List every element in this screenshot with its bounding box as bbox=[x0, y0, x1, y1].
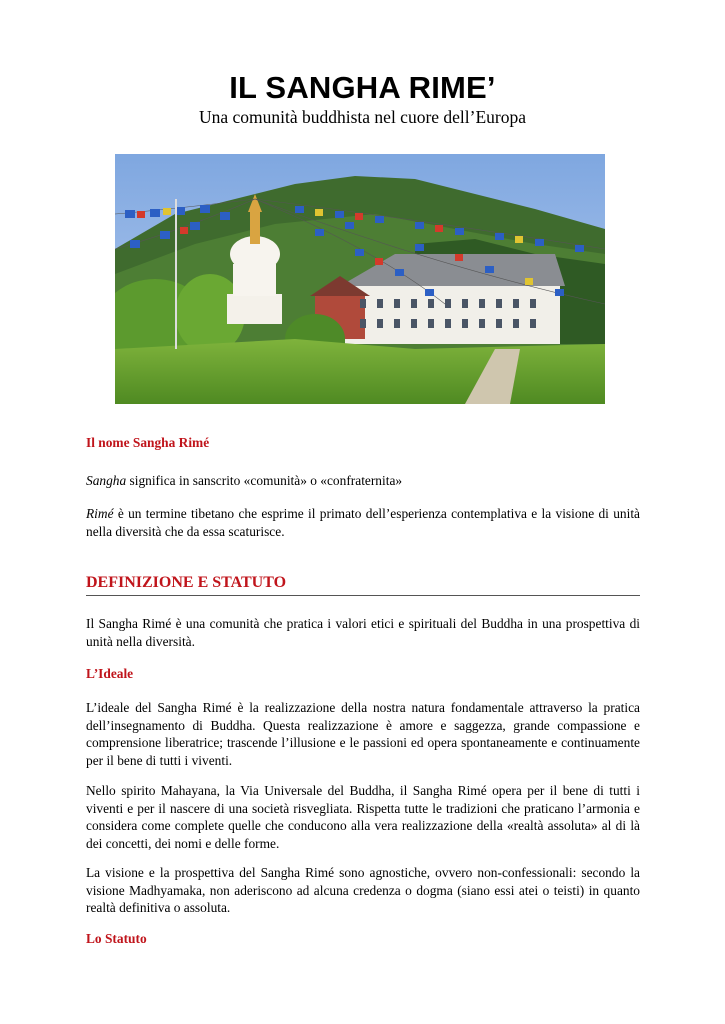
page-subtitle: Una comunità buddhista nel cuore dell’Europa bbox=[198, 107, 527, 127]
paragraph-definizione: Il Sangha Rimé è una comunità che pratica i valori etici e spirituali del Buddha in una prospettiva di unità nella diversità. bbox=[86, 616, 640, 649]
paragraph-ideale-2: Nello spirito Mahayana, la Via Universale del Buddha, il Sangha Rimé opera per il bene di tutti i viventi e per il nascere di una società risvegliata. Rispetta tutte le tradizioni che praticano l’armonia e considera come complete quelle che conducono alla vera realizzazione della «realtà assoluta» al di là dei concetti, dei nomi e delle forme. bbox=[86, 783, 640, 851]
term-sangha: Sangha bbox=[86, 473, 127, 488]
paragraph-ideale-3: La visione e la prospettiva del Sangha Rimé sono agnostiche, ovvero non-confessionali: secondo la visione Madhyamaka, non aderiscono ad alcuna credenza o dogma (siano essi atei o teisti) in quanto realtà definitiva o assoluta. bbox=[86, 865, 640, 915]
paragraph-rime bbox=[86, 505, 640, 540]
term-rime: Rimé bbox=[86, 506, 114, 521]
page-title: IL SANGHA RIME’ bbox=[229, 70, 496, 105]
section-heading-ideale: L’Ideale bbox=[86, 666, 134, 681]
section-heading-statuto: Lo Statuto bbox=[86, 931, 147, 946]
section-heading-nome: Il nome Sangha Rimé bbox=[86, 435, 210, 450]
section-heading-definizione: DEFINIZIONE E STATUTO bbox=[86, 574, 640, 596]
paragraph-sangha-text: significa in sanscrito «comunità» o «confraternita» bbox=[126, 473, 403, 488]
paragraph-rime-text: è un termine tibetano che esprime il primato dell’esperienza contemplativa e la visione di unità nella diversità che da essa scaturisce. bbox=[86, 506, 640, 539]
monastery-photo-illustration bbox=[115, 154, 605, 404]
paragraph-sangha bbox=[86, 472, 640, 490]
paragraph-ideale-1: L’ideale del Sangha Rimé è la realizzazione della nostra natura fondamentale attraverso la pratica dell’insegnamento di Buddha. Questa realizzazione è amore e saggezza, grande compassione e comprensione liberatrice; trascende l’illusione e le passioni ed opera spontaneamente e continuamente per il bene di tutti i viventi. bbox=[86, 700, 640, 768]
monastery-photo bbox=[115, 154, 605, 404]
